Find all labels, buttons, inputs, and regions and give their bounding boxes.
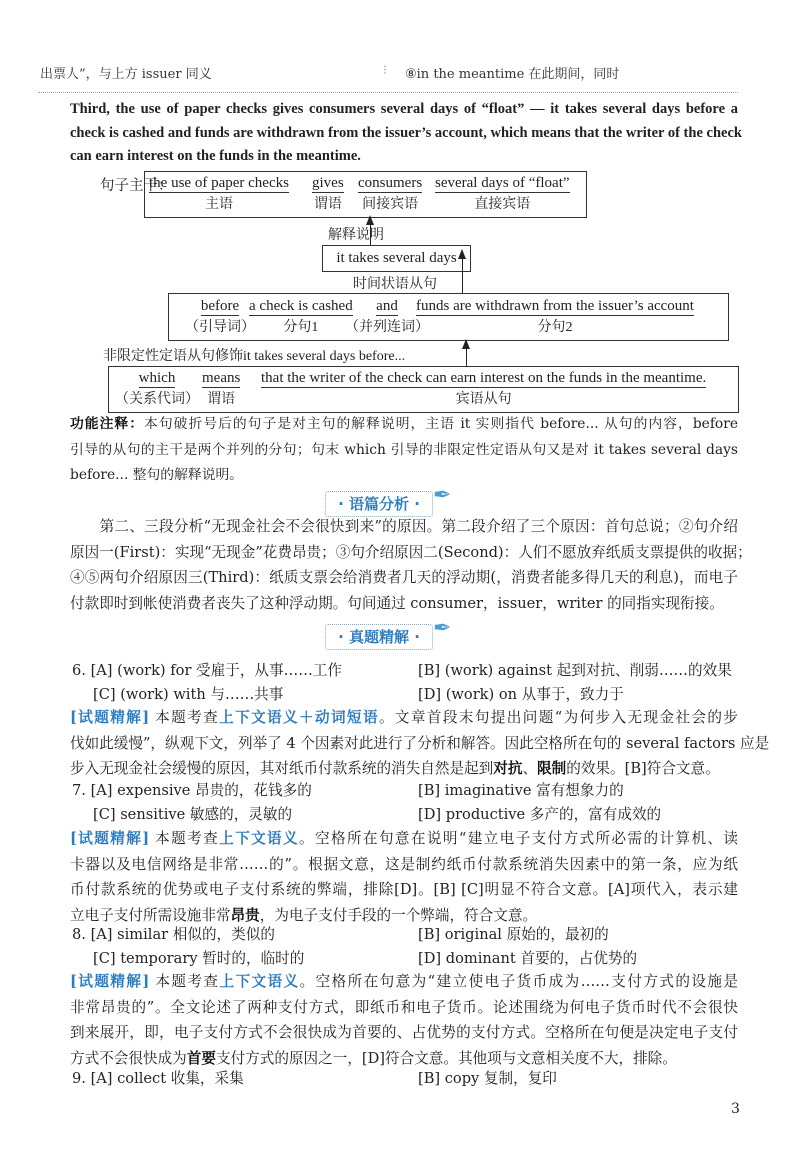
q9-option-a: 9. [A] collect 收集，采集 — [72, 1070, 244, 1087]
discourse-analysis-text — [70, 514, 752, 616]
text-segment: Third, the use of paper checks gives consumers several days of “float” — it takes several days before a — [70, 101, 738, 117]
text-line — [70, 995, 738, 1021]
text-line — [70, 514, 738, 540]
q6-explanation — [70, 705, 770, 782]
text-segment: ④⑤两句介绍原因三(Third)：纸质支票会给消费者几天的浮动期(，消费者能多得几天的利息)，而电子 — [70, 569, 738, 586]
header-separator: ⁝ — [383, 63, 388, 78]
text-line — [70, 852, 738, 878]
text-segment: 币付款系统的优势或电子支付系统的弊端，排除[D]。[B] [C]明显不符合文意。[A]项代入，表示建 — [70, 881, 738, 898]
q7-option-d: [D] productive 多产的，富有成效的 — [418, 806, 662, 823]
relative-pronoun: which （关系代词） — [115, 370, 199, 407]
function-notes — [70, 412, 738, 489]
clause-conjunction: before （引导词） — [185, 298, 255, 335]
pen-icon: ✒ — [433, 483, 452, 508]
adverbial-clause-label: 时间状语从句 — [353, 277, 437, 292]
text-segment: 第二、三段分析“无现金社会不会很快到来”的原因。第二段介绍了三个原因：首句总说；②句介绍 — [70, 518, 738, 535]
text-segment: 、 — [522, 760, 538, 777]
text-segment: 的效果。[B]符合文意。 — [566, 760, 720, 777]
text-segment: 付款即时到帐使消费者丧失了这种浮动期。句间通过 consumer，issuer，writer 的同指实现衔接。 — [70, 594, 724, 612]
running-header-left: 出票人”，与上方 issuer 同义 — [40, 67, 212, 82]
text-line — [70, 98, 738, 122]
q7-option-a: 7. [A] expensive 昂贵的，花钱多的 — [72, 782, 312, 799]
main-clause-label: 句子主干： — [100, 178, 173, 194]
arrow-up-icon — [466, 341, 467, 366]
q7-explanation — [70, 826, 738, 928]
q8-option-a: 8. [A] similar 相似的，类似的 — [72, 926, 275, 943]
bold-text: 首要 — [186, 1049, 216, 1067]
text-line — [70, 705, 738, 731]
text-line — [70, 877, 738, 903]
highlight-text: 上下文语义 — [219, 830, 300, 847]
text-segment: 。空格所在句意为“建立使电子货币成为……支付方式的设施是 — [299, 973, 739, 990]
text-line — [70, 756, 738, 782]
text-segment: 卡器以及电信网络是非常……的”。根据文意，这是制约纸币付款系统消失因素中的第一条，应为纸 — [70, 855, 738, 873]
q6-option-c: [C] (work) with 与……共事 — [93, 686, 284, 703]
main-subject: the use of paper checks 主语 — [149, 175, 289, 212]
section-title-question-analysis: · 真题精解 · — [325, 624, 433, 650]
q7-option-b: [B] imaginative 富有想象力的 — [418, 782, 624, 799]
bold-text: 对抗 — [493, 760, 523, 777]
text-segment: 伐如此缓慢”，纵观下文，列举了 4 个因素对此进行了分析和解答。因此空格所在句的 several factors 应是 — [70, 734, 770, 752]
q7-option-c: [C] sensitive 敏感的，灵敏的 — [93, 806, 293, 823]
q6-option-b: [B] (work) against 起到对抗、削弱……的效果 — [418, 662, 732, 679]
text-segment: 到来展开，即，电子支付方式不会很快成为首要的、占优势的支付方式。空格所在句便是决定电子支付 — [70, 1024, 738, 1041]
text-line — [70, 565, 738, 591]
highlight-text: 上下文语义＋动词短语 — [219, 709, 379, 726]
text-segment: 非常昂贵的”。全文论述了两种支付方式，即纸币和电子货币。论述围绕为何电子货币时代不会很快 — [70, 998, 738, 1016]
page-number: 3 — [731, 1101, 740, 1117]
bold-text: 功能注释： — [70, 416, 145, 432]
q8-option-d: [D] dominant 首要的，占优势的 — [418, 950, 638, 967]
highlight-text: [试题精解] — [70, 830, 150, 847]
text-line — [70, 438, 738, 464]
text-line — [70, 145, 738, 169]
nonrestrictive-label: 非限定性定语从句修饰it takes several days before... — [103, 349, 406, 364]
arrow-up-icon — [462, 251, 463, 293]
highlight-text: [试题精解] — [70, 709, 150, 726]
text-segment: check is cashed and funds are withdrawn from the issuer’s account, which means that the writer of the check — [70, 124, 742, 141]
text-segment: 步入无现金社会缓慢的原因，其对纸币付款系统的消失自然是起到 — [70, 760, 494, 777]
bold-text: 昂贵 — [230, 906, 260, 924]
text-segment: before... 整句的解释说明。 — [70, 467, 244, 483]
text-line — [70, 731, 770, 757]
clause-and: and （并列连词） — [345, 298, 429, 335]
text-segment: 立电子支付所需设施非常 — [70, 906, 231, 924]
time-clause-box — [168, 293, 729, 341]
q8-option-c: [C] temporary 暂时的，临时的 — [93, 950, 305, 967]
running-header-right: ⑧in the meantime 在此期间，同时 — [405, 67, 620, 82]
text-line — [70, 463, 738, 489]
object-clause: that the writer of the check can earn interest on the funds in the meantime. 宾语从句 — [261, 370, 707, 407]
pen-icon: ✒ — [433, 616, 452, 641]
text-segment: 方式不会很快成为 — [70, 1049, 187, 1067]
header-divider — [38, 92, 738, 93]
section-title-discourse-analysis: · 语篇分析 · — [325, 491, 433, 517]
clause-1: a check is cashed 分句1 — [249, 298, 353, 335]
it-takes-box: it takes several days — [322, 245, 471, 272]
text-segment: 。空格所在句意在说明“建立电子支付方式所必需的计算机、读 — [299, 830, 739, 847]
text-segment: 本题考查 — [149, 830, 220, 847]
text-line — [70, 122, 742, 146]
passage-sentence — [70, 98, 742, 169]
bold-text: 限制 — [537, 760, 567, 777]
text-line — [70, 826, 738, 852]
highlight-text: 上下文语义 — [219, 973, 300, 990]
text-segment: can earn interest on the funds in the meantime. — [70, 148, 361, 164]
text-segment: 支付方式的原因之一，[D]符合文意。其他项与文意相关度不大，排除。 — [215, 1049, 677, 1067]
highlight-text: [试题精解] — [70, 973, 150, 990]
main-indirect-object: consumers 间接宾语 — [358, 175, 423, 212]
which-clause-box — [108, 366, 739, 413]
text-line — [70, 412, 738, 438]
main-predicate: gives 谓语 — [312, 175, 344, 212]
q9-option-b: [B] copy 复制，复印 — [418, 1070, 557, 1087]
text-segment: 原因一(First)：实现“无现金”花费昂贵；③句介绍原因二(Second)：人们不愿放弃纸质支票提供的收据； — [70, 543, 752, 561]
text-segment: 本题考查 — [149, 973, 220, 990]
q6-option-d: [D] (work) on 从事于，致力于 — [418, 686, 624, 703]
text-line — [70, 969, 738, 995]
text-segment: 本句破折号后的句子是对主句的解释说明，主语 it 实则指代 before... 从句的内容，before — [144, 416, 739, 432]
text-line — [70, 540, 752, 566]
text-line — [70, 1020, 738, 1046]
q8-option-b: [B] original 原始的，最初的 — [418, 926, 609, 943]
text-segment: 。文章首段末句提出问题“为何步入无现金社会的步 — [378, 709, 739, 726]
text-line — [70, 591, 738, 617]
q8-explanation — [70, 969, 738, 1071]
q6-option-a: 6. [A] (work) for 受雇于，从事……工作 — [72, 662, 342, 679]
explain-label: 解释说明 — [328, 228, 384, 243]
main-direct-object: several days of “float” 直接宾语 — [435, 175, 570, 212]
which-predicate: means 谓语 — [202, 370, 241, 407]
clause-2: funds are withdrawn from the issuer’s account 分句2 — [416, 298, 694, 335]
text-segment: 本题考查 — [149, 709, 220, 726]
text-segment: ，为电子支付手段的一个弊端，符合文意。 — [259, 906, 538, 924]
text-segment: 引导的从句的主干是两个并列的分句；句末 which 引导的非限定性定语从句又是对 it takes several days — [70, 441, 738, 458]
main-clause-box — [144, 171, 587, 218]
